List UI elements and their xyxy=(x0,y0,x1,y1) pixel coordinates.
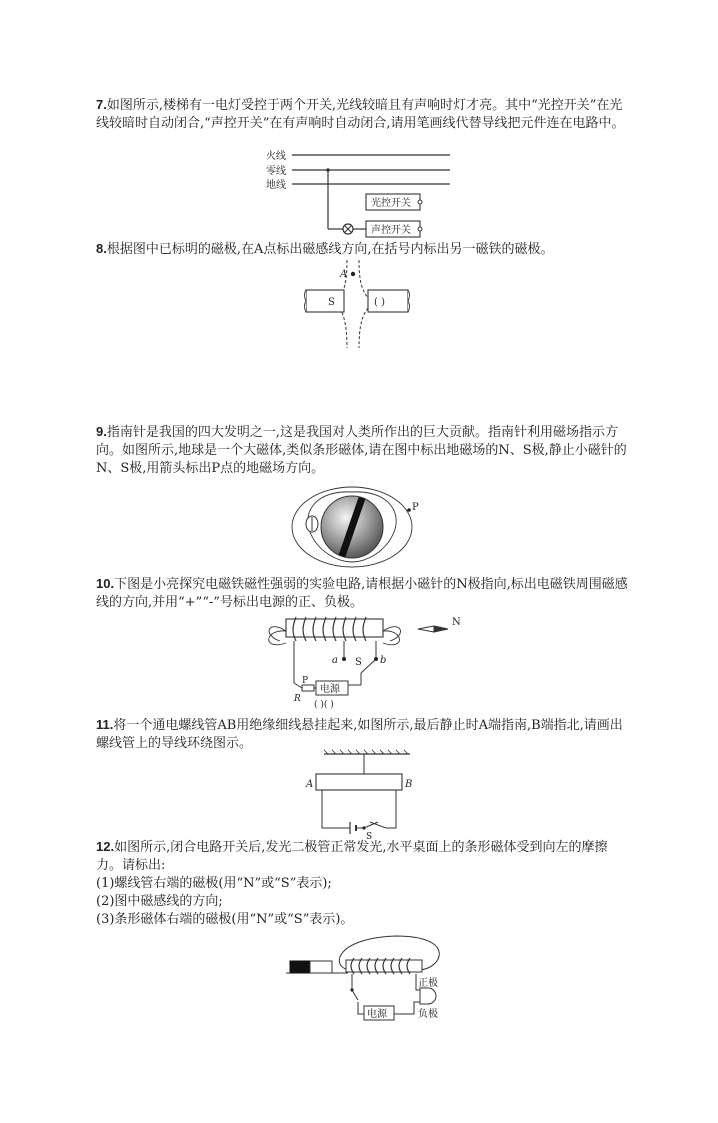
question-7-text xyxy=(96,96,628,133)
label-ground-wire: 地线 xyxy=(266,180,286,191)
polarity-brackets: ( )( ) xyxy=(314,700,334,710)
slider-p-label: P xyxy=(302,676,309,686)
wire-to-led-neg xyxy=(394,1002,420,1014)
question-11-text xyxy=(96,716,628,753)
point-a-dot xyxy=(351,272,355,276)
question-10-text xyxy=(96,575,628,612)
magnet-left xyxy=(306,290,344,312)
question-body: 如图所示,闭合电路开关后,发光二极管正常发光,水平桌面上的条形磁体受到向左的摩擦力。请标出: xyxy=(96,840,608,873)
question-body: 根据图中已标明的磁极,在A点标出磁感线方向,在括号内标出另一磁铁的磁极。 xyxy=(106,242,554,257)
magnet-right-pole: ( ) xyxy=(374,297,385,308)
point-a-label: A xyxy=(340,269,348,280)
switch-s-label: S xyxy=(355,657,362,668)
magnet-left-pole: S xyxy=(328,297,335,308)
field-line xyxy=(383,627,400,641)
question-12-item-1: (1)螺线管右端的磁极(用“N”或“S”表示); xyxy=(96,876,332,891)
question-12-text xyxy=(96,838,628,875)
led-icon xyxy=(420,988,436,1004)
point-p-label: P xyxy=(412,502,419,513)
question-number: 12. xyxy=(96,839,115,854)
switch-blade xyxy=(361,659,376,673)
positive-label: 正极 xyxy=(418,978,438,989)
question-number: 8. xyxy=(96,241,107,256)
switch-blade xyxy=(352,990,358,1000)
question-body: 下图是小亮探究电磁铁磁性强弱的实验电路,请根据小磁针的N极指向,标出电磁铁周围磁感线的方向,并用“+”“-”号标出电源的正、负极。 xyxy=(96,577,628,610)
question-7 xyxy=(96,96,628,133)
figure-q12-solenoid xyxy=(286,930,456,1026)
wire-to-power xyxy=(358,1002,364,1014)
power-label: 电源 xyxy=(320,684,340,695)
question-number: 9. xyxy=(96,424,107,439)
label-neutral-wire: 零线 xyxy=(266,166,286,177)
figure-q11-solenoid xyxy=(300,750,430,842)
label-live-wire: 火线 xyxy=(266,151,286,162)
question-8 xyxy=(96,240,628,259)
power-label: 电源 xyxy=(367,1009,387,1020)
terminal-b-label: b xyxy=(380,655,387,666)
question-12 xyxy=(96,838,628,929)
magnet-left-break xyxy=(305,290,307,312)
terminal-dot xyxy=(418,200,422,204)
terminal-a-label: a xyxy=(332,655,338,666)
end-a-label: A xyxy=(306,779,314,790)
compass-needle-icon xyxy=(418,626,434,632)
question-body: 指南针是我国的四大发明之一,这是我国对人类所作出的巨大贡献。指南针利用磁场指示方向。如图所示,地球是一个大磁体,类似条形磁体,请在图中标出地磁场的N、S极,静止小磁针的N、S极,用箭头标出P点的地磁场方向。 xyxy=(96,425,627,476)
wire-rheostat xyxy=(294,683,302,688)
question-8-text xyxy=(96,240,628,259)
question-9-text xyxy=(96,423,628,478)
bar-magnet-light xyxy=(310,961,332,973)
terminal-a-dot xyxy=(342,657,346,661)
question-10 xyxy=(96,575,628,612)
question-9 xyxy=(96,423,628,478)
figure-q9-earth xyxy=(292,482,422,572)
figure-q8-magnets xyxy=(300,260,420,352)
circuit-wire xyxy=(322,790,396,828)
question-12-item-2: (2)图中磁感线的方向; xyxy=(96,894,223,909)
light-switch-label: 光控开关 xyxy=(371,198,411,209)
solenoid-ab xyxy=(316,774,402,790)
switch-s-label: S xyxy=(366,832,373,842)
question-11 xyxy=(96,716,628,753)
terminal-dot xyxy=(418,227,422,231)
question-number: 7. xyxy=(96,97,107,112)
figure-q10-electromagnet xyxy=(258,611,478,711)
question-body: 如图所示,楼梯有一电灯受控于两个开关,光线较暗且有声响时灯才亮。其中“光控开关”在光线较暗时自动闭合,“声控开关”在有声响时自动闭合,请用笔画线代替导线把元件连在电路中。 xyxy=(96,98,625,131)
bar-magnet-dark xyxy=(290,961,310,973)
needle-n-label: N xyxy=(452,617,461,628)
question-body: 将一个通电螺线管AB用绝缘细线悬挂起来,如图所示,最后静止时A端指南,B端指北,请画出螺线管上的导线环绕图示。 xyxy=(96,718,623,751)
question-12-item-3: (3)条形磁体右端的磁极(用“N”或“S”表示)。 xyxy=(96,912,354,927)
compass-needle-dark xyxy=(434,626,448,632)
field-line-right xyxy=(359,260,368,348)
point-p-dot xyxy=(407,508,411,512)
negative-label: 负极 xyxy=(418,1009,438,1020)
magnet-right-break xyxy=(408,290,410,312)
field-line xyxy=(269,631,286,645)
question-number: 10. xyxy=(96,576,115,591)
question-number: 11. xyxy=(96,717,114,732)
end-b-label: B xyxy=(405,779,413,790)
sound-switch-label: 声控开关 xyxy=(371,225,411,236)
rheostat-r-label: R xyxy=(294,694,301,704)
figure-q7-circuit xyxy=(262,148,462,240)
